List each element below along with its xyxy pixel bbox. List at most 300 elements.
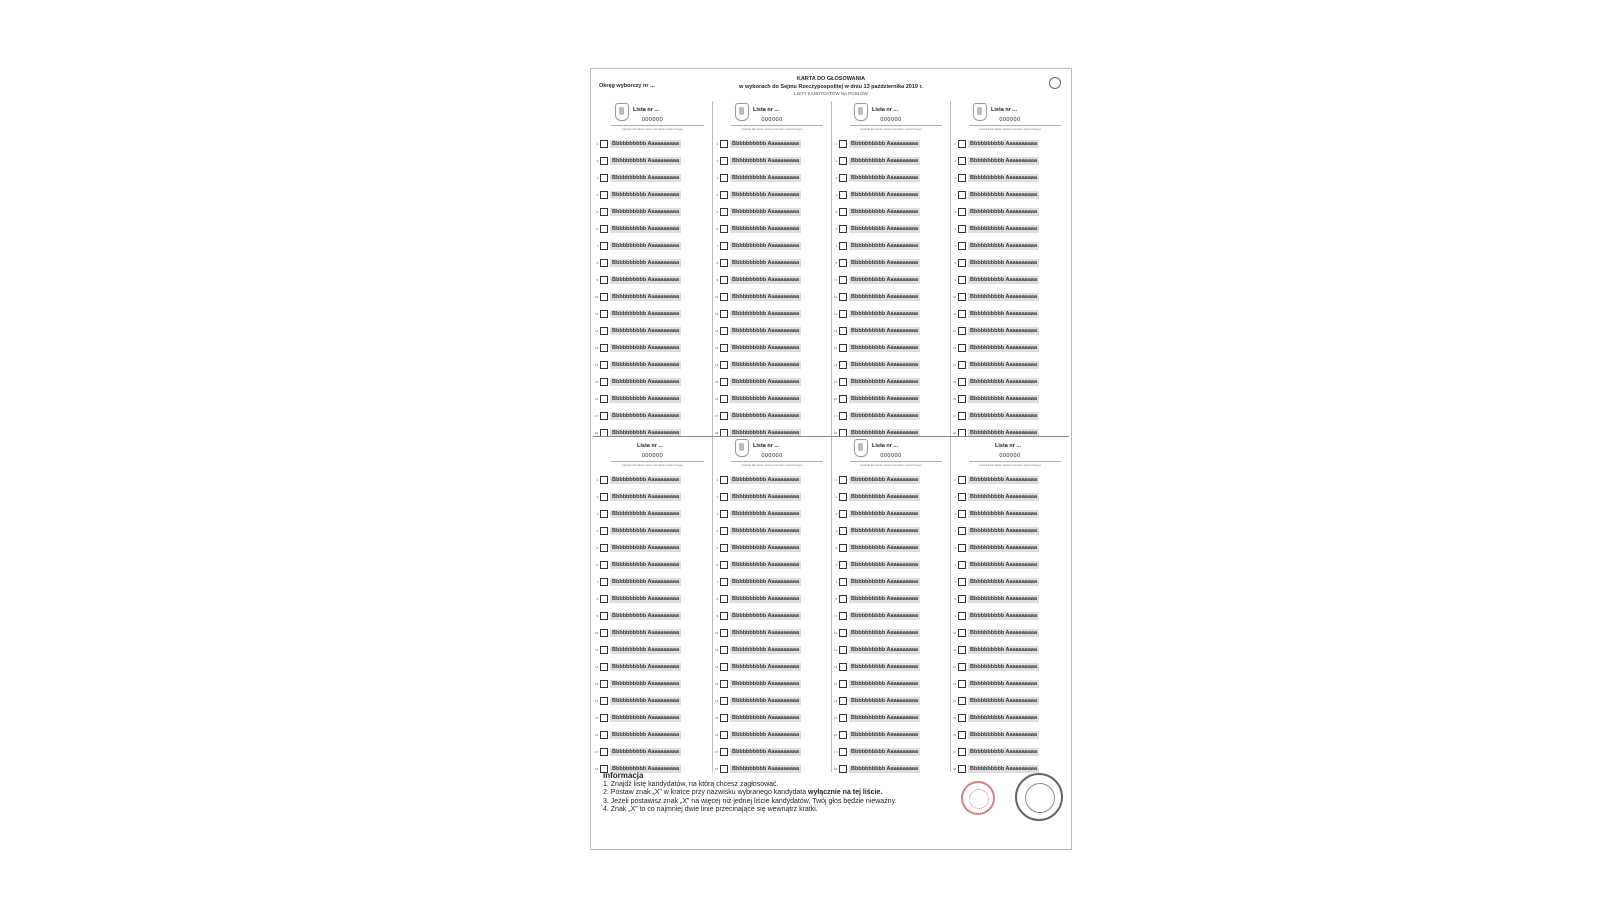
candidate-name: Bbbbbbbbbb Aaaaaaaaaa (732, 174, 800, 181)
candidate-row (951, 624, 1069, 641)
candidate-number: 9. (716, 277, 719, 282)
vote-checkbox[interactable] (720, 731, 728, 739)
candidate-name: Bbbbbbbbbb Aaaaaaaaaa (851, 344, 919, 351)
candidate-name: Bbbbbbbbbb Aaaaaaaaaa (612, 293, 680, 300)
candidate-number: 16. (952, 396, 957, 401)
candidate-name: Bbbbbbbbbb Aaaaaaaaaa (612, 361, 680, 368)
candidate-name: Bbbbbbbbbb Aaaaaaaaaa (612, 663, 680, 670)
candidate-row (832, 488, 950, 505)
vote-checkbox[interactable] (839, 612, 847, 620)
candidate-row (951, 237, 1069, 254)
instruction-3: 3. Jeżeli postawisz znak „X” na więcej niż jednej liście kandydatów, Twój głos będzie nieważny. (603, 797, 897, 805)
vote-checkbox[interactable] (600, 680, 608, 688)
candidate-name: Bbbbbbbbbb Aaaaaaaaaa (851, 527, 919, 534)
vote-checkbox[interactable] (720, 646, 728, 654)
candidate-row (713, 390, 831, 407)
candidate-row (593, 590, 712, 607)
vote-checkbox[interactable] (839, 157, 847, 165)
candidate-row (951, 709, 1069, 726)
vote-checkbox[interactable] (958, 680, 966, 688)
vote-checkbox[interactable] (958, 493, 966, 501)
candidate-row (593, 254, 712, 271)
candidate-name: Bbbbbbbbbb Aaaaaaaaaa (612, 765, 680, 772)
list-header (713, 101, 831, 135)
vote-checkbox[interactable] (839, 361, 847, 369)
ballot-title (591, 75, 1071, 91)
candidate-name: Bbbbbbbbbb Aaaaaaaaaa (851, 378, 919, 385)
vote-checkbox[interactable] (958, 731, 966, 739)
vote-checkbox[interactable] (600, 748, 608, 756)
candidate-name: Bbbbbbbbbb Aaaaaaaaaa (851, 140, 919, 147)
vote-checkbox[interactable] (839, 544, 847, 552)
candidate-row (832, 692, 950, 709)
vote-checkbox[interactable] (839, 629, 847, 637)
candidate-name: Bbbbbbbbbb Aaaaaaaaaa (851, 731, 919, 738)
candidate-number: 9. (716, 613, 719, 618)
candidate-list-column (831, 437, 950, 772)
vote-checkbox[interactable] (720, 578, 728, 586)
ballot-subtitle: LISTY KANDYDATÓW NA POSŁÓW (794, 91, 868, 96)
vote-checkbox[interactable] (600, 510, 608, 518)
candidate-name: Bbbbbbbbbb Aaaaaaaaaa (970, 629, 1038, 636)
vote-checkbox[interactable] (720, 680, 728, 688)
committee-code: 000000 (999, 453, 1021, 459)
candidate-name: Bbbbbbbbbb Aaaaaaaaaa (851, 157, 919, 164)
vote-checkbox[interactable] (600, 646, 608, 654)
vote-checkbox[interactable] (958, 663, 966, 671)
vote-checkbox[interactable] (839, 510, 847, 518)
candidate-row (832, 254, 950, 271)
candidate-row (713, 288, 831, 305)
candidate-row (713, 471, 831, 488)
candidate-name: Bbbbbbbbbb Aaaaaaaaaa (851, 663, 919, 670)
vote-checkbox[interactable] (720, 174, 728, 182)
vote-checkbox[interactable] (839, 663, 847, 671)
candidate-name: Bbbbbbbbbb Aaaaaaaaaa (612, 174, 680, 181)
vote-checkbox[interactable] (958, 157, 966, 165)
vote-checkbox[interactable] (720, 595, 728, 603)
vote-checkbox[interactable] (600, 629, 608, 637)
vote-checkbox[interactable] (958, 310, 966, 318)
candidate-number: 12. (952, 664, 957, 669)
vote-checkbox[interactable] (720, 191, 728, 199)
candidate-number: 5. (954, 545, 957, 550)
candidate-name: Bbbbbbbbbb Aaaaaaaaaa (970, 765, 1038, 772)
vote-checkbox[interactable] (958, 646, 966, 654)
candidate-row (951, 539, 1069, 556)
vote-checkbox[interactable] (720, 208, 728, 216)
vote-checkbox[interactable] (720, 493, 728, 501)
candidate-row (832, 356, 950, 373)
candidate-name: Bbbbbbbbbb Aaaaaaaaaa (851, 714, 919, 721)
vote-checkbox[interactable] (839, 395, 847, 403)
candidate-name: Bbbbbbbbbb Aaaaaaaaaa (612, 412, 680, 419)
vote-checkbox[interactable] (600, 476, 608, 484)
candidate-row (713, 373, 831, 390)
candidate-row (713, 692, 831, 709)
vote-checkbox[interactable] (600, 697, 608, 705)
candidate-number: 5. (596, 209, 599, 214)
candidate-number: 7. (596, 243, 599, 248)
vote-checkbox[interactable] (958, 293, 966, 301)
vote-checkbox[interactable] (958, 714, 966, 722)
candidate-name: Bbbbbbbbbb Aaaaaaaaaa (732, 680, 800, 687)
candidate-row (593, 186, 712, 203)
vote-checkbox[interactable] (600, 595, 608, 603)
vote-checkbox[interactable] (958, 561, 966, 569)
vote-checkbox[interactable] (720, 561, 728, 569)
candidate-name: Bbbbbbbbbb Aaaaaaaaaa (851, 276, 919, 283)
vote-checkbox[interactable] (958, 612, 966, 620)
vote-checkbox[interactable] (720, 361, 728, 369)
candidate-number: 2. (596, 494, 599, 499)
vote-checkbox[interactable] (839, 561, 847, 569)
candidate-number: 6. (716, 226, 719, 231)
candidate-name: Bbbbbbbbbb Aaaaaaaaaa (612, 578, 680, 585)
vote-checkbox[interactable] (958, 191, 966, 199)
vote-checkbox[interactable] (839, 476, 847, 484)
vote-checkbox[interactable] (600, 310, 608, 318)
candidate-row (951, 573, 1069, 590)
vote-checkbox[interactable] (958, 578, 966, 586)
vote-checkbox[interactable] (600, 293, 608, 301)
candidate-rows (951, 135, 1069, 441)
candidate-name: Bbbbbbbbbb Aaaaaaaaaa (970, 191, 1038, 198)
vote-checkbox[interactable] (958, 412, 966, 420)
vote-checkbox[interactable] (839, 327, 847, 335)
vote-checkbox[interactable] (720, 378, 728, 386)
candidate-name: Bbbbbbbbbb Aaaaaaaaaa (970, 378, 1038, 385)
candidate-row (713, 305, 831, 322)
vote-checkbox[interactable] (839, 242, 847, 250)
vote-checkbox[interactable] (720, 748, 728, 756)
vote-checkbox[interactable] (600, 225, 608, 233)
vote-checkbox[interactable] (720, 157, 728, 165)
candidate-row (593, 305, 712, 322)
candidate-row (832, 390, 950, 407)
candidate-name: Bbbbbbbbbb Aaaaaaaaaa (732, 412, 800, 419)
candidate-name: Bbbbbbbbbb Aaaaaaaaaa (851, 395, 919, 402)
vote-checkbox[interactable] (839, 174, 847, 182)
candidate-name: Bbbbbbbbbb Aaaaaaaaaa (612, 561, 680, 568)
candidate-name: Bbbbbbbbbb Aaaaaaaaaa (612, 259, 680, 266)
candidate-name: Bbbbbbbbbb Aaaaaaaaaa (612, 191, 680, 198)
candidate-name: Bbbbbbbbbb Aaaaaaaaaa (612, 646, 680, 653)
candidate-name: Bbbbbbbbbb Aaaaaaaaaa (970, 510, 1038, 517)
candidate-rows (951, 471, 1069, 777)
candidate-number: 5. (954, 209, 957, 214)
candidate-number: 12. (833, 328, 838, 333)
divider (850, 461, 942, 462)
vote-checkbox[interactable] (720, 276, 728, 284)
vote-checkbox[interactable] (839, 697, 847, 705)
candidate-number: 12. (714, 664, 719, 669)
candidate-number: 8. (716, 260, 719, 265)
vote-checkbox[interactable] (600, 395, 608, 403)
vote-checkbox[interactable] (958, 259, 966, 267)
candidate-row (713, 237, 831, 254)
candidate-row (951, 505, 1069, 522)
candidate-number: 15. (952, 715, 957, 720)
vote-checkbox[interactable] (600, 493, 608, 501)
candidate-number: 8. (835, 596, 838, 601)
vote-checkbox[interactable] (839, 140, 847, 148)
vote-checkbox[interactable] (720, 510, 728, 518)
vote-checkbox[interactable] (958, 174, 966, 182)
list-header (593, 101, 712, 135)
vote-checkbox[interactable] (839, 208, 847, 216)
list-number-label: Lista nr ... (753, 107, 779, 113)
vote-checkbox[interactable] (720, 310, 728, 318)
vote-checkbox[interactable] (600, 378, 608, 386)
candidate-row (593, 726, 712, 743)
candidate-row (713, 607, 831, 624)
vote-checkbox[interactable] (839, 378, 847, 386)
candidate-name: Bbbbbbbbbb Aaaaaaaaaa (970, 527, 1038, 534)
committee-note: (nazwa lub skrót nazwy komitetu wyborczego) (860, 127, 922, 131)
list-header (951, 101, 1069, 135)
vote-checkbox[interactable] (600, 578, 608, 586)
candidate-name: Bbbbbbbbbb Aaaaaaaaaa (851, 629, 919, 636)
candidate-row (832, 539, 950, 556)
candidate-name: Bbbbbbbbbb Aaaaaaaaaa (970, 697, 1038, 704)
vote-checkbox[interactable] (720, 140, 728, 148)
candidate-name: Bbbbbbbbbb Aaaaaaaaaa (970, 157, 1038, 164)
vote-checkbox[interactable] (720, 259, 728, 267)
candidate-number: 18. (594, 766, 599, 771)
vote-checkbox[interactable] (839, 748, 847, 756)
vote-checkbox[interactable] (839, 493, 847, 501)
committee-code: 000000 (641, 453, 664, 459)
candidate-row (593, 288, 712, 305)
vote-checkbox[interactable] (720, 412, 728, 420)
candidate-name: Bbbbbbbbbb Aaaaaaaaaa (612, 680, 680, 687)
candidate-row (713, 356, 831, 373)
vote-checkbox[interactable] (600, 276, 608, 284)
vote-checkbox[interactable] (600, 174, 608, 182)
candidate-row (713, 556, 831, 573)
candidate-row (713, 539, 831, 556)
vote-checkbox[interactable] (958, 344, 966, 352)
candidate-number: 1. (596, 141, 599, 146)
instruction-1: 1. Znajdź listę kandydatów, na którą chcesz zagłosować. (603, 780, 779, 788)
candidate-number: 13. (714, 681, 719, 686)
vote-checkbox[interactable] (839, 293, 847, 301)
candidate-name: Bbbbbbbbbb Aaaaaaaaaa (732, 327, 800, 334)
candidate-name: Bbbbbbbbbb Aaaaaaaaaa (732, 344, 800, 351)
candidate-number: 2. (716, 494, 719, 499)
vote-checkbox[interactable] (839, 680, 847, 688)
candidate-number: 12. (714, 328, 719, 333)
candidate-row (951, 590, 1069, 607)
vote-checkbox[interactable] (958, 327, 966, 335)
candidate-number: 1. (716, 141, 719, 146)
committee-code: 000000 (761, 117, 783, 123)
vote-checkbox[interactable] (839, 412, 847, 420)
candidate-row (951, 169, 1069, 186)
candidate-name: Bbbbbbbbbb Aaaaaaaaaa (851, 191, 919, 198)
candidate-number: 11. (953, 647, 957, 652)
candidate-number: 9. (954, 277, 957, 282)
candidate-name: Bbbbbbbbbb Aaaaaaaaaa (612, 310, 680, 317)
candidate-name: Bbbbbbbbbb Aaaaaaaaaa (851, 310, 919, 317)
vote-checkbox[interactable] (958, 748, 966, 756)
vote-checkbox[interactable] (600, 242, 608, 250)
candidate-row (832, 305, 950, 322)
vote-checkbox[interactable] (720, 293, 728, 301)
vote-checkbox[interactable] (600, 157, 608, 165)
vote-checkbox[interactable] (720, 544, 728, 552)
candidate-number: 13. (714, 345, 719, 350)
candidate-row (713, 505, 831, 522)
vote-checkbox[interactable] (958, 395, 966, 403)
committee-code: 000000 (761, 453, 783, 459)
vote-checkbox[interactable] (839, 578, 847, 586)
vote-checkbox[interactable] (600, 208, 608, 216)
vote-checkbox[interactable] (600, 327, 608, 335)
candidate-number: 10. (714, 294, 719, 299)
candidate-row (593, 641, 712, 658)
vote-checkbox[interactable] (720, 629, 728, 637)
vote-checkbox[interactable] (600, 544, 608, 552)
vote-checkbox[interactable] (958, 242, 966, 250)
candidate-name: Bbbbbbbbbb Aaaaaaaaaa (970, 578, 1038, 585)
vote-checkbox[interactable] (720, 242, 728, 250)
vote-checkbox[interactable] (839, 714, 847, 722)
vote-checkbox[interactable] (720, 663, 728, 671)
vote-checkbox[interactable] (958, 595, 966, 603)
list-number-label: Lista nr ... (872, 443, 898, 449)
vote-checkbox[interactable] (958, 476, 966, 484)
candidate-name: Bbbbbbbbbb Aaaaaaaaaa (970, 476, 1038, 483)
committee-note: (nazwa lub skrót nazwy komitetu wyborczego) (979, 463, 1041, 467)
candidate-number: 1. (954, 477, 957, 482)
candidate-row (713, 254, 831, 271)
candidate-row (593, 237, 712, 254)
candidate-name: Bbbbbbbbbb Aaaaaaaaaa (612, 276, 680, 283)
vote-checkbox[interactable] (720, 225, 728, 233)
vote-checkbox[interactable] (958, 544, 966, 552)
candidate-number: 4. (596, 192, 599, 197)
candidate-row (832, 658, 950, 675)
vote-checkbox[interactable] (600, 527, 608, 535)
candidate-row (832, 339, 950, 356)
candidate-row (832, 607, 950, 624)
vote-checkbox[interactable] (839, 595, 847, 603)
candidate-number: 15. (833, 715, 838, 720)
vote-checkbox[interactable] (720, 714, 728, 722)
vote-checkbox[interactable] (720, 327, 728, 335)
committee-note: (nazwa lub skrót nazwy komitetu wyborczego) (621, 127, 684, 131)
candidate-number: 14. (594, 362, 599, 367)
vote-checkbox[interactable] (720, 395, 728, 403)
candidate-name: Bbbbbbbbbb Aaaaaaaaaa (732, 225, 800, 232)
candidate-row (713, 271, 831, 288)
vote-checkbox[interactable] (600, 259, 608, 267)
vote-checkbox[interactable] (720, 344, 728, 352)
vote-checkbox[interactable] (839, 646, 847, 654)
vote-checkbox[interactable] (958, 361, 966, 369)
candidate-number: 8. (596, 260, 599, 265)
vote-checkbox[interactable] (958, 510, 966, 518)
vote-checkbox[interactable] (600, 344, 608, 352)
candidate-name: Bbbbbbbbbb Aaaaaaaaaa (612, 510, 680, 517)
vote-checkbox[interactable] (958, 140, 966, 148)
vote-checkbox[interactable] (839, 310, 847, 318)
candidate-row (832, 169, 950, 186)
vote-checkbox[interactable] (600, 612, 608, 620)
candidate-row (832, 152, 950, 169)
candidate-row (713, 590, 831, 607)
candidate-name: Bbbbbbbbbb Aaaaaaaaaa (732, 595, 800, 602)
candidate-row (951, 373, 1069, 390)
vote-checkbox[interactable] (958, 697, 966, 705)
vote-checkbox[interactable] (958, 527, 966, 535)
candidate-number: 4. (835, 192, 838, 197)
vote-checkbox[interactable] (839, 344, 847, 352)
candidate-row (951, 743, 1069, 760)
candidate-row (951, 658, 1069, 675)
vote-checkbox[interactable] (600, 361, 608, 369)
candidate-row (832, 407, 950, 424)
committee-note: (nazwa lub skrót nazwy komitetu wyborczego) (741, 463, 803, 467)
vote-checkbox[interactable] (839, 731, 847, 739)
candidate-number: 11. (595, 311, 599, 316)
candidate-row (713, 169, 831, 186)
vote-checkbox[interactable] (958, 208, 966, 216)
candidate-number: 6. (835, 562, 838, 567)
vote-checkbox[interactable] (720, 697, 728, 705)
vote-checkbox[interactable] (958, 225, 966, 233)
candidate-number: 15. (594, 379, 599, 384)
candidate-name: Bbbbbbbbbb Aaaaaaaaaa (612, 527, 680, 534)
list-header (832, 437, 950, 471)
candidate-row (593, 743, 712, 760)
candidate-name: Bbbbbbbbbb Aaaaaaaaaa (612, 731, 680, 738)
vote-checkbox[interactable] (600, 731, 608, 739)
candidate-row (951, 692, 1069, 709)
vote-checkbox[interactable] (839, 527, 847, 535)
vote-checkbox[interactable] (600, 663, 608, 671)
candidate-name: Bbbbbbbbbb Aaaaaaaaaa (732, 765, 800, 772)
vote-checkbox[interactable] (720, 476, 728, 484)
vote-checkbox[interactable] (958, 378, 966, 386)
vote-checkbox[interactable] (600, 412, 608, 420)
vote-checkbox[interactable] (600, 191, 608, 199)
candidate-number: 13. (952, 681, 957, 686)
vote-checkbox[interactable] (600, 561, 608, 569)
instruction-4: 4. Znak „X” to co najmniej dwie linie przecinające się wewnątrz kratki. (603, 806, 818, 813)
vote-checkbox[interactable] (600, 140, 608, 148)
vote-checkbox[interactable] (720, 612, 728, 620)
vote-checkbox[interactable] (958, 629, 966, 637)
vote-checkbox[interactable] (839, 259, 847, 267)
vote-checkbox[interactable] (839, 276, 847, 284)
candidate-row (713, 641, 831, 658)
divider (969, 461, 1061, 462)
candidate-number: 14. (833, 362, 838, 367)
vote-checkbox[interactable] (720, 527, 728, 535)
candidate-name: Bbbbbbbbbb Aaaaaaaaaa (612, 748, 680, 755)
candidate-row (593, 607, 712, 624)
candidate-name: Bbbbbbbbbb Aaaaaaaaaa (970, 327, 1038, 334)
vote-checkbox[interactable] (600, 714, 608, 722)
vote-checkbox[interactable] (958, 276, 966, 284)
vote-checkbox[interactable] (839, 225, 847, 233)
candidate-number: 2. (835, 158, 838, 163)
vote-checkbox[interactable] (839, 191, 847, 199)
candidate-number: 11. (953, 311, 957, 316)
